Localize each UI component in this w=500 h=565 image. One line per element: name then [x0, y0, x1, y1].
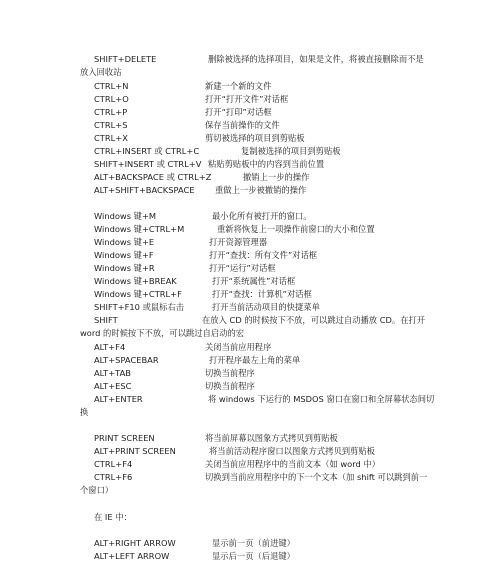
shortcut-key: CTRL+INSERT 或 CTRL+C — [94, 146, 200, 156]
shortcut-key: CTRL+P — [94, 107, 128, 117]
shortcut-desc: 撤销上一步的操作 — [243, 172, 310, 182]
shortcut-desc: 剪切被选择的项目到剪贴板 — [205, 133, 305, 143]
shortcut-desc: 删除被选择的选择项目，如果是文件，将被直接删除而不是放入回收站 — [80, 54, 424, 77]
shortcut-key: Windows 键+R — [94, 263, 155, 273]
shortcut-desc: 关闭当前应用程序 — [205, 342, 272, 352]
shortcut-key: CTRL+N — [94, 81, 129, 91]
shortcut-key: ALT+LEFT ARROW — [94, 551, 170, 561]
shortcut-row — [80, 314, 435, 339]
shortcut-desc: 最小化所有被打开的窗口。 — [212, 211, 312, 221]
shortcut-desc: 将当前活动程序窗口以图象方式拷贝到剪贴板 — [209, 446, 375, 456]
shortcut-key: ALT+SHIFT+BACKSPACE — [94, 185, 195, 195]
section-heading-ie: 在 IE 中： — [94, 512, 132, 522]
shortcut-desc: 打开“查找：所有文件”对话框 — [209, 250, 318, 260]
shortcut-key: Windows 键+CTRL+M — [94, 224, 185, 234]
shortcut-desc: 将 windows 下运行的 MSDOS 窗口在窗口和全屏幕状态间切换 — [80, 394, 435, 417]
shortcut-key: ALT+F4 — [94, 342, 126, 352]
shortcut-key: ALT+PRINT SCREEN — [94, 446, 176, 456]
shortcut-key: CTRL+F4 — [94, 459, 133, 469]
shortcut-row — [80, 471, 435, 496]
shortcut-key: ALT+TAB — [94, 368, 131, 378]
shortcut-desc: 打开“打开文件”对话框 — [205, 94, 289, 104]
shortcut-key: Windows 键+CTRL+F — [94, 289, 182, 299]
shortcut-desc: 切换当前程序 — [205, 368, 255, 378]
shortcut-key: CTRL+O — [94, 94, 129, 104]
shortcut-key: Windows 键+M — [94, 211, 157, 221]
shortcut-key: CTRL+F6 — [94, 472, 133, 482]
shortcut-desc: 切换当前程序 — [205, 381, 255, 391]
shortcut-desc: 打开程序最左上角的菜单 — [209, 355, 301, 365]
shortcut-desc: 打开“运行”对话框 — [209, 263, 276, 273]
shortcut-key: PRINT SCREEN — [94, 433, 155, 443]
shortcut-key: SHIFT — [94, 315, 118, 325]
shortcut-key: ALT+ENTER — [94, 394, 143, 404]
shortcut-row — [80, 393, 435, 418]
shortcut-key: SHIFT+DELETE — [94, 54, 157, 64]
shortcut-key: CTRL+S — [94, 120, 128, 130]
shortcut-desc: 粘贴剪贴板中的内容到当前位置 — [208, 159, 325, 169]
shortcut-key: ALT+BACKSPACE 或 CTRL+Z — [94, 172, 212, 182]
shortcut-desc: 将当前屏幕以图象方式拷贝到剪贴板 — [205, 433, 338, 443]
shortcut-desc: 打开资源管理器 — [209, 237, 268, 247]
shortcut-desc: 复制被选择的项目到剪贴板 — [241, 146, 341, 156]
shortcut-key: Windows 键+BREAK — [94, 276, 177, 286]
shortcut-desc: 切换到当前应用程序中的下一个文本（加 shift 可以跳到前一个窗口） — [80, 472, 428, 495]
shortcut-desc: 在放入 CD 的时候按下不放，可以跳过自动播放 CD。在打开 word 的时候按下不放，可以跳过自启动的宏 — [80, 315, 426, 338]
shortcut-key: SHIFT+F10 或鼠标右击 — [94, 302, 185, 312]
shortcut-key: CTRL+X — [94, 133, 128, 143]
shortcut-desc: 打开“打印”对话框 — [205, 107, 272, 117]
shortcut-desc: 保存当前操作的文件 — [205, 120, 280, 130]
shortcut-key: SHIFT+INSERT 或 CTRL+V — [94, 159, 202, 169]
shortcut-desc: 显示前一页（前进键） — [212, 538, 295, 548]
shortcut-key: ALT+ESC — [94, 381, 132, 391]
shortcut-desc: 重新将恢复上一项操作前窗口的大小和位置 — [217, 224, 375, 234]
shortcut-desc: 打开“系统属性”对话框 — [212, 276, 296, 286]
shortcut-key: ALT+SPACEBAR — [94, 355, 159, 365]
shortcut-desc: 打开当前活动项目的快捷菜单 — [212, 302, 320, 312]
shortcut-desc: 显示后一页（后退键） — [212, 551, 295, 561]
shortcut-key: ALT+RIGHT ARROW — [94, 538, 176, 548]
shortcut-key: Windows 键+F — [94, 250, 154, 260]
shortcut-desc: 关闭当前应用程序中的当前文本（如 word 中） — [205, 459, 381, 469]
shortcut-desc: 新建一个新的文件 — [205, 81, 272, 91]
shortcut-row — [80, 53, 432, 78]
shortcut-desc: 重做上一步被撤销的操作 — [215, 185, 307, 195]
shortcut-desc: 打开“查找：计算机”对话框 — [212, 289, 312, 299]
shortcut-key: Windows 键+E — [94, 237, 155, 247]
